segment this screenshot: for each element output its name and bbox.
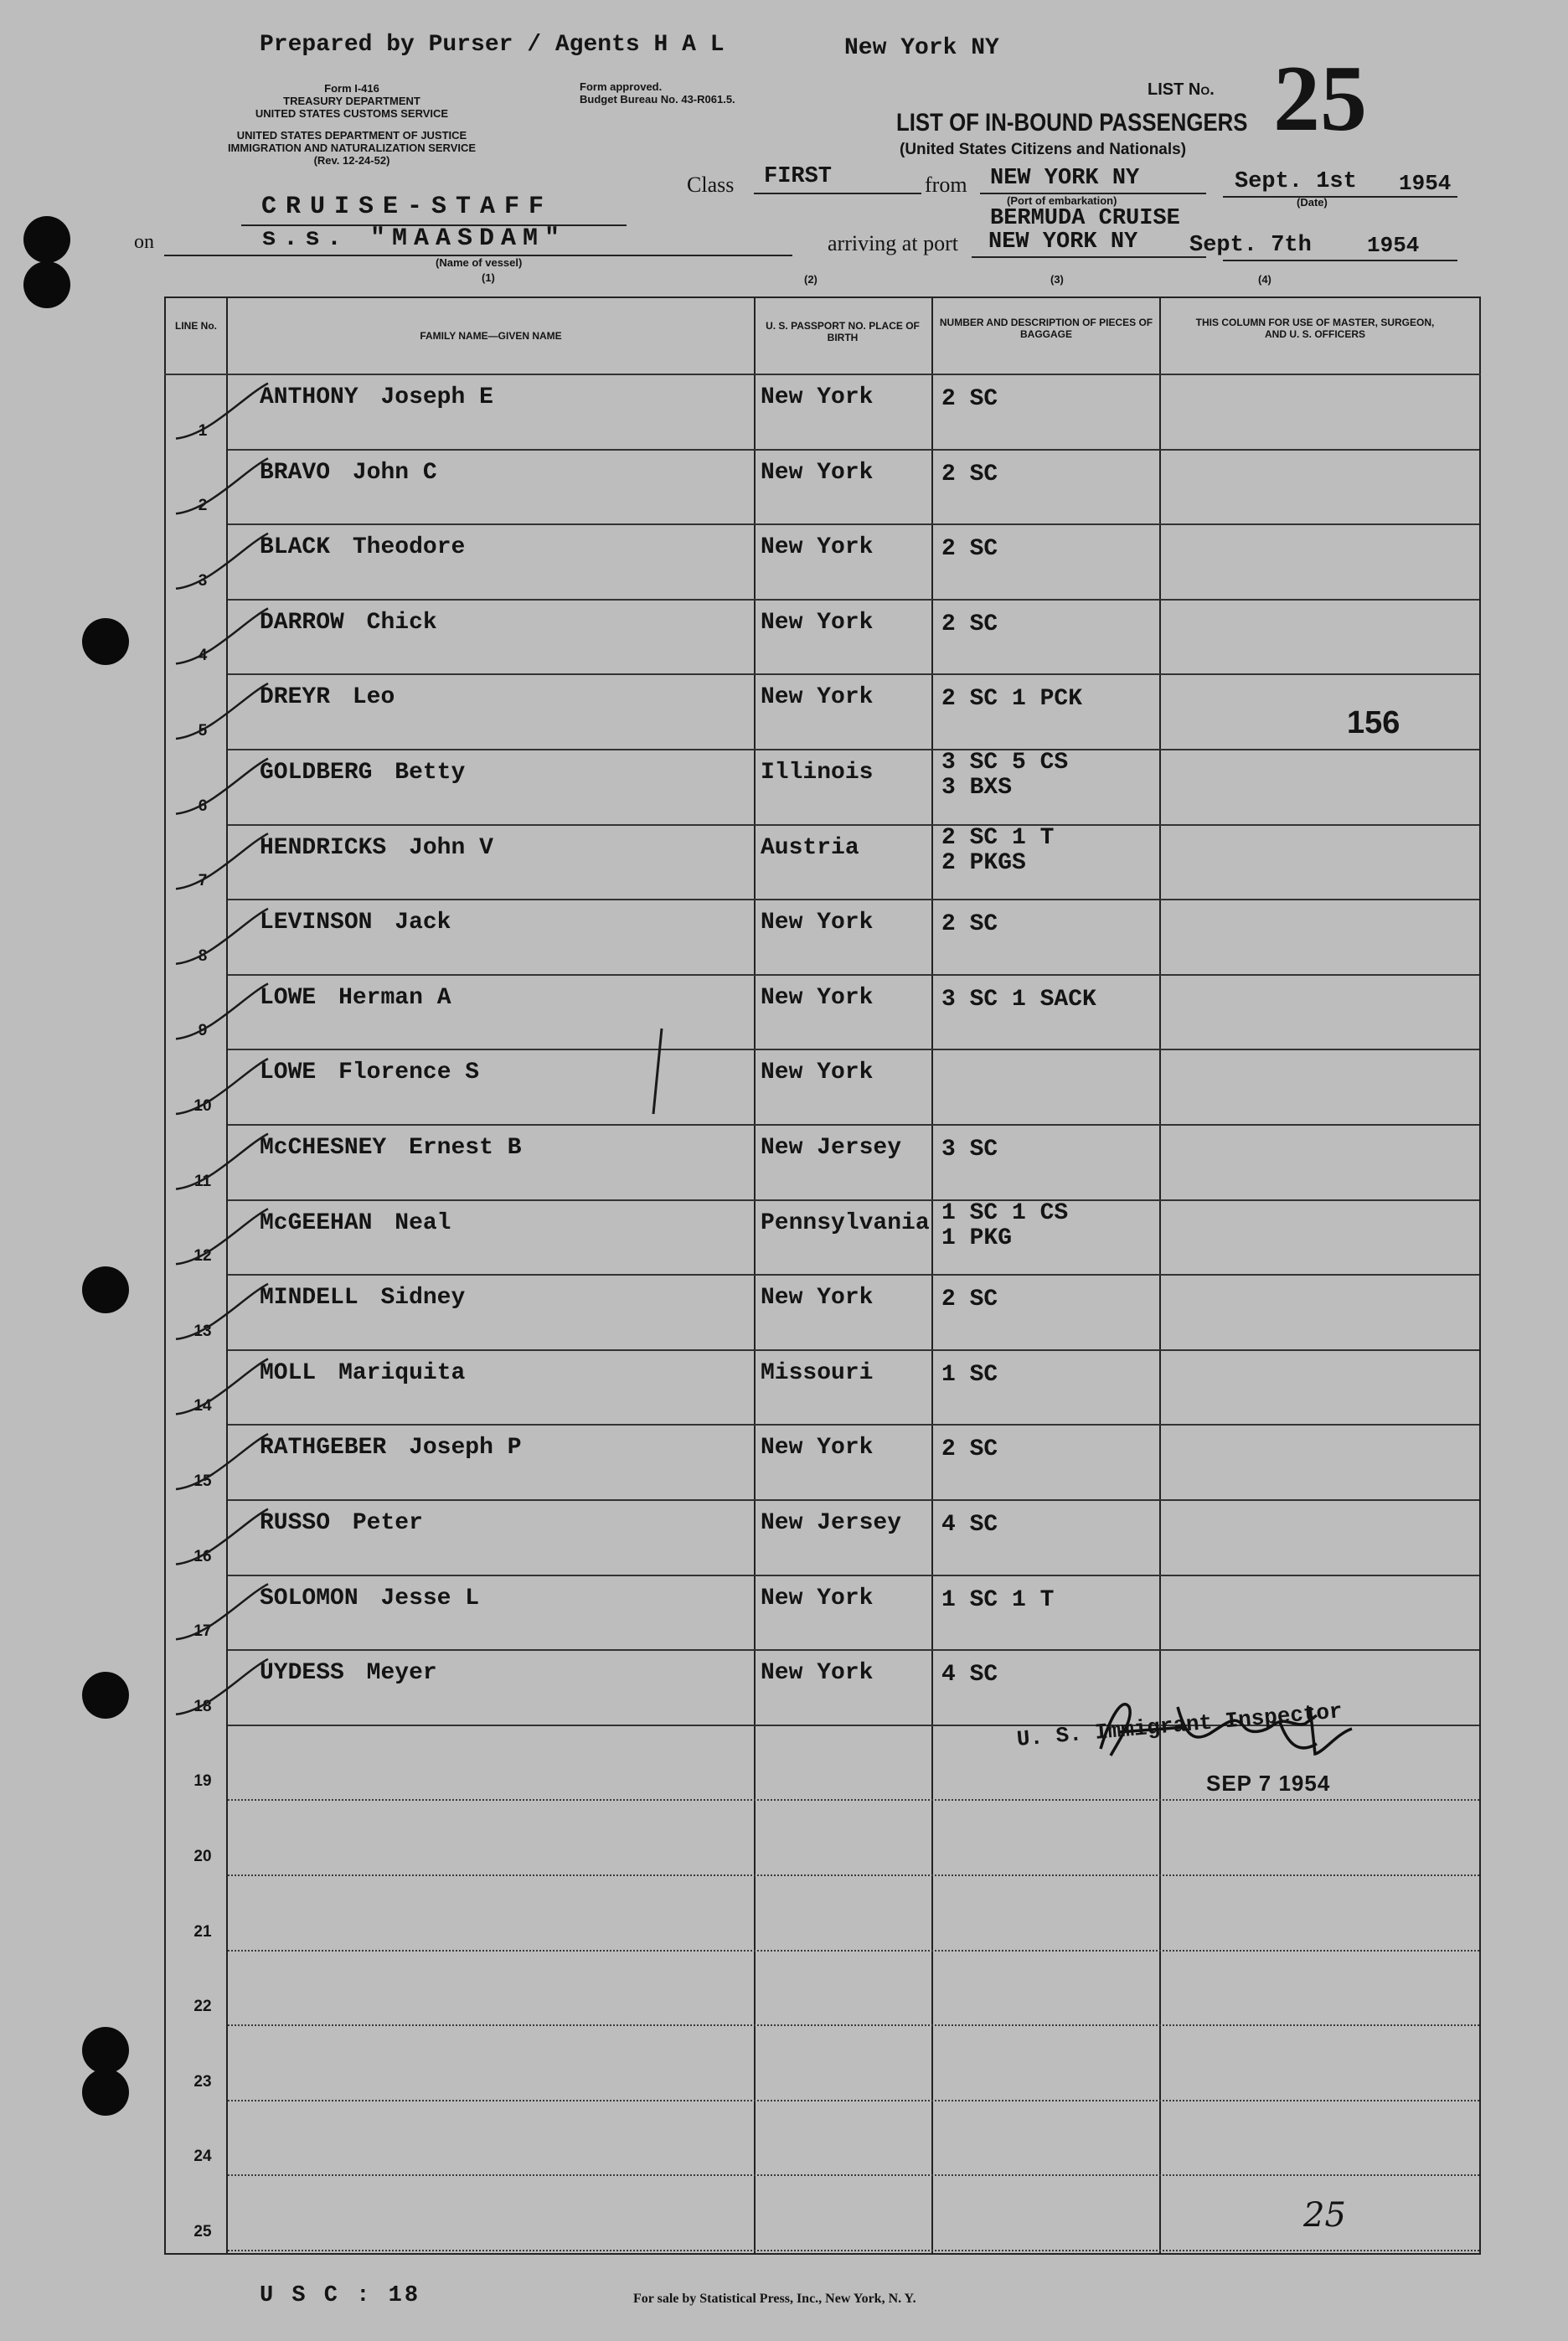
given-name: Peter — [352, 1510, 423, 1536]
place-of-birth: New York — [761, 534, 874, 561]
line-number: 16 — [193, 1547, 212, 1565]
family-name: HENDRICKS — [260, 834, 387, 861]
given-name: Herman A — [338, 984, 451, 1011]
doj-line-1: UNITED STATES DEPARTMENT OF JUSTICE — [236, 129, 467, 142]
baggage-line: 3 SC 1 SACK — [941, 986, 1096, 1013]
family-name: RATHGEBER — [260, 1435, 387, 1462]
check-mark — [176, 759, 268, 814]
line-number: 19 — [193, 1772, 212, 1791]
place-of-birth: New York — [761, 910, 874, 936]
check-mark — [176, 683, 268, 739]
place-of-birth: Pennsylvania — [761, 1209, 930, 1236]
line-number: 18 — [193, 1697, 212, 1715]
check-mark — [176, 384, 268, 439]
check-mark — [176, 1659, 268, 1714]
given-name: Sidney — [380, 1285, 466, 1312]
line-number: 15 — [193, 1472, 212, 1490]
baggage-line: 3 SC — [941, 1137, 998, 1163]
baggage-line: 2 SC 1 PCK — [941, 686, 1083, 713]
line-number: 22 — [193, 1998, 212, 2016]
place-of-birth: Austria — [761, 834, 859, 861]
form-line-1: Form I-416 — [324, 82, 379, 95]
family-name: McCHESNEY — [260, 1135, 387, 1161]
line-number: 20 — [193, 1848, 212, 1865]
place-of-birth: New York — [761, 1285, 874, 1312]
given-name: Betty — [395, 760, 466, 786]
officer-note: 156 — [1347, 705, 1400, 740]
doj-line-2: IMMIGRATION AND NATURALIZATION SERVICE — [227, 142, 477, 154]
form-approved-line-1: Form approved. — [580, 80, 663, 93]
baggage-line: 2 SC — [941, 911, 998, 938]
line-number: 2 — [198, 497, 208, 515]
vessel-name: s.s. "MAASDAM" — [261, 224, 567, 253]
arrival-port: NEW YORK NY — [988, 229, 1138, 255]
from-port: NEW YORK NY — [990, 166, 1140, 191]
line-number: 5 — [198, 722, 208, 740]
document-title: LIST OF IN-BOUND PASSENGERS — [896, 109, 1248, 137]
page-mark: 25 — [1303, 2196, 1346, 2235]
inspector-title: U. S. Immigrant Inspector — [1015, 1699, 1344, 1752]
place-of-birth: New York — [761, 1585, 874, 1611]
given-name: Neal — [395, 1209, 451, 1236]
given-name: Mariquita — [338, 1359, 466, 1386]
baggage-line: 2 PKGS — [941, 849, 1026, 876]
family-name: LOWE — [260, 1060, 317, 1086]
baggage-line: 2 SC 1 T — [941, 824, 1055, 851]
given-name: Chick — [366, 609, 437, 636]
arrival-date: Sept. 7th — [1189, 233, 1312, 258]
baggage-line: 1 SC 1 CS — [941, 1199, 1069, 1226]
check-mark — [176, 1284, 268, 1339]
given-name: Meyer — [366, 1660, 437, 1687]
baggage-line: 2 SC — [941, 1436, 998, 1463]
check-mark — [176, 1134, 268, 1189]
vessel-caption: (Name of vessel) — [436, 256, 523, 269]
baggage-line: 2 SC — [941, 461, 998, 487]
document-subtitle: (United States Citizens and Nationals) — [900, 141, 1187, 158]
line-number: 6 — [198, 797, 208, 815]
line-number: 8 — [198, 946, 208, 965]
given-name: John C — [352, 459, 437, 486]
col-head-passport: U. S. PASSPORT NO. PLACE OF BIRTH — [766, 320, 920, 343]
family-name: DREYR — [260, 684, 331, 711]
check-mark — [176, 909, 268, 964]
baggage-line: 3 SC 5 CS — [941, 750, 1069, 776]
place-of-birth: New York — [761, 984, 874, 1011]
check-mark — [176, 458, 268, 513]
line-number: 9 — [198, 1022, 208, 1040]
caption-3: (3) — [1050, 273, 1064, 286]
caption-1: (1) — [482, 271, 495, 284]
given-name: Leo — [352, 684, 395, 711]
place-of-birth: New York — [761, 459, 874, 486]
family-name: UYDESS — [260, 1660, 344, 1687]
line-number: 11 — [193, 1172, 212, 1190]
place-of-birth: New York — [761, 1435, 874, 1462]
form-line-3: UNITED STATES CUSTOMS SERVICE — [255, 107, 449, 120]
check-mark — [176, 833, 268, 889]
family-name: LOWE — [260, 984, 317, 1011]
check-mark — [176, 1509, 268, 1565]
cruise-staff: CRUISE-STAFF — [261, 193, 554, 221]
doj-line-3: (Rev. 12-24-52) — [313, 154, 390, 167]
check-mark — [176, 983, 268, 1039]
given-name: Jack — [395, 910, 451, 936]
line-number: 23 — [193, 2072, 212, 2091]
check-mark — [176, 534, 268, 589]
line-number: 3 — [198, 571, 208, 590]
given-name: Florence S — [338, 1060, 480, 1086]
prepared-city: New York NY — [844, 35, 999, 61]
family-name: BRAVO — [260, 459, 331, 486]
caption-4: (4) — [1258, 273, 1271, 286]
class-value: FIRST — [764, 164, 833, 189]
family-name: MOLL — [260, 1359, 317, 1386]
line-number: 12 — [193, 1247, 212, 1266]
line-number: 13 — [193, 1322, 212, 1340]
prepared-by: Prepared by Purser / Agents H A L — [260, 32, 725, 58]
baggage-line: 1 PKG — [941, 1225, 1013, 1251]
place-of-birth: New York — [761, 609, 874, 636]
place-of-birth: Illinois — [761, 760, 874, 786]
family-name: GOLDBERG — [260, 760, 373, 786]
col-head-baggage: NUMBER AND DESCRIPTION OF PIECES OF BAGGAGE — [939, 317, 1153, 340]
place-of-birth: Missouri — [761, 1359, 874, 1386]
from-label: from — [925, 173, 967, 197]
pen-stroke — [653, 1029, 662, 1114]
place-of-birth: New Jersey — [761, 1510, 902, 1536]
place-of-birth: New York — [761, 384, 874, 410]
date-caption: (Date) — [1297, 196, 1328, 209]
baggage-line: 1 SC — [941, 1361, 998, 1388]
given-name: Theodore — [352, 534, 466, 561]
family-name: ANTHONY — [260, 384, 358, 410]
on-label: on — [134, 231, 154, 253]
list-no-value: 25 — [1273, 47, 1367, 151]
place-of-birth: New York — [761, 1060, 874, 1086]
form-line-2: TREASURY DEPARTMENT — [283, 95, 420, 107]
place-of-birth: New Jersey — [761, 1135, 902, 1161]
family-name: MINDELL — [260, 1285, 358, 1312]
family-name: SOLOMON — [260, 1585, 358, 1611]
check-mark — [176, 608, 268, 663]
check-mark — [176, 1584, 268, 1639]
check-mark — [176, 1209, 268, 1264]
caption-2: (2) — [804, 273, 818, 286]
given-name: Joseph P — [409, 1435, 522, 1462]
place-of-birth: New York — [761, 1660, 874, 1687]
usc-count: U S C : 18 — [260, 2283, 421, 2308]
from-year: 1954 — [1399, 171, 1452, 196]
from-date: Sept. 1st — [1235, 169, 1357, 194]
arrival-year: 1954 — [1367, 233, 1420, 258]
form-approved-line-2: Budget Bureau No. 43-R061.5. — [580, 93, 735, 106]
baggage-line: 2 SC — [941, 1287, 998, 1313]
line-number: 24 — [193, 2148, 212, 2166]
baggage-line: 4 SC — [941, 1512, 998, 1538]
baggage-line: 2 SC — [941, 611, 998, 637]
line-number: 7 — [198, 872, 208, 890]
inspector-date-stamp: SEP 7 1954 — [1206, 1771, 1331, 1796]
cruise-name: BERMUDA CRUISE — [990, 206, 1180, 231]
line-number: 14 — [193, 1397, 212, 1415]
class-label: Class — [687, 173, 735, 197]
col-head-name: FAMILY NAME—GIVEN NAME — [420, 330, 562, 342]
baggage-line: 1 SC 1 T — [941, 1586, 1055, 1613]
line-number: 10 — [193, 1097, 212, 1115]
check-mark — [176, 1434, 268, 1489]
arriving-label: arriving at port — [828, 231, 958, 255]
family-name: BLACK — [260, 534, 331, 561]
col-head-officers: THIS COLUMN FOR USE OF MASTER, SURGEON, AND U. S. OFFICERS — [1195, 317, 1435, 340]
line-number: 4 — [198, 647, 208, 665]
line-number: 1 — [198, 421, 208, 440]
list-no-label: LIST No. — [1148, 80, 1215, 99]
printer-credit: For sale by Statistical Press, Inc., New York, N. Y. — [633, 2292, 916, 2306]
port-embark-caption: (Port of embarkation) — [1007, 194, 1117, 207]
family-name: RUSSO — [260, 1510, 331, 1536]
family-name: McGEEHAN — [260, 1209, 373, 1236]
baggage-line: 3 BXS — [941, 775, 1013, 801]
given-name: Ernest B — [409, 1135, 522, 1161]
baggage-line: 2 SC — [941, 536, 998, 563]
baggage-line: 4 SC — [941, 1662, 998, 1689]
place-of-birth: New York — [761, 684, 874, 711]
family-name: LEVINSON — [260, 910, 373, 936]
family-name: DARROW — [260, 609, 344, 636]
given-name: Jesse L — [380, 1585, 480, 1611]
col-head-line: LINE No. — [175, 320, 217, 332]
check-mark — [176, 1359, 268, 1414]
given-name: John V — [409, 834, 493, 861]
given-name: Joseph E — [380, 384, 493, 410]
line-number: 17 — [193, 1622, 212, 1641]
line-number: 25 — [193, 2223, 212, 2240]
check-mark — [176, 1059, 268, 1114]
line-number: 21 — [193, 1922, 212, 1941]
baggage-line: 2 SC — [941, 386, 998, 412]
